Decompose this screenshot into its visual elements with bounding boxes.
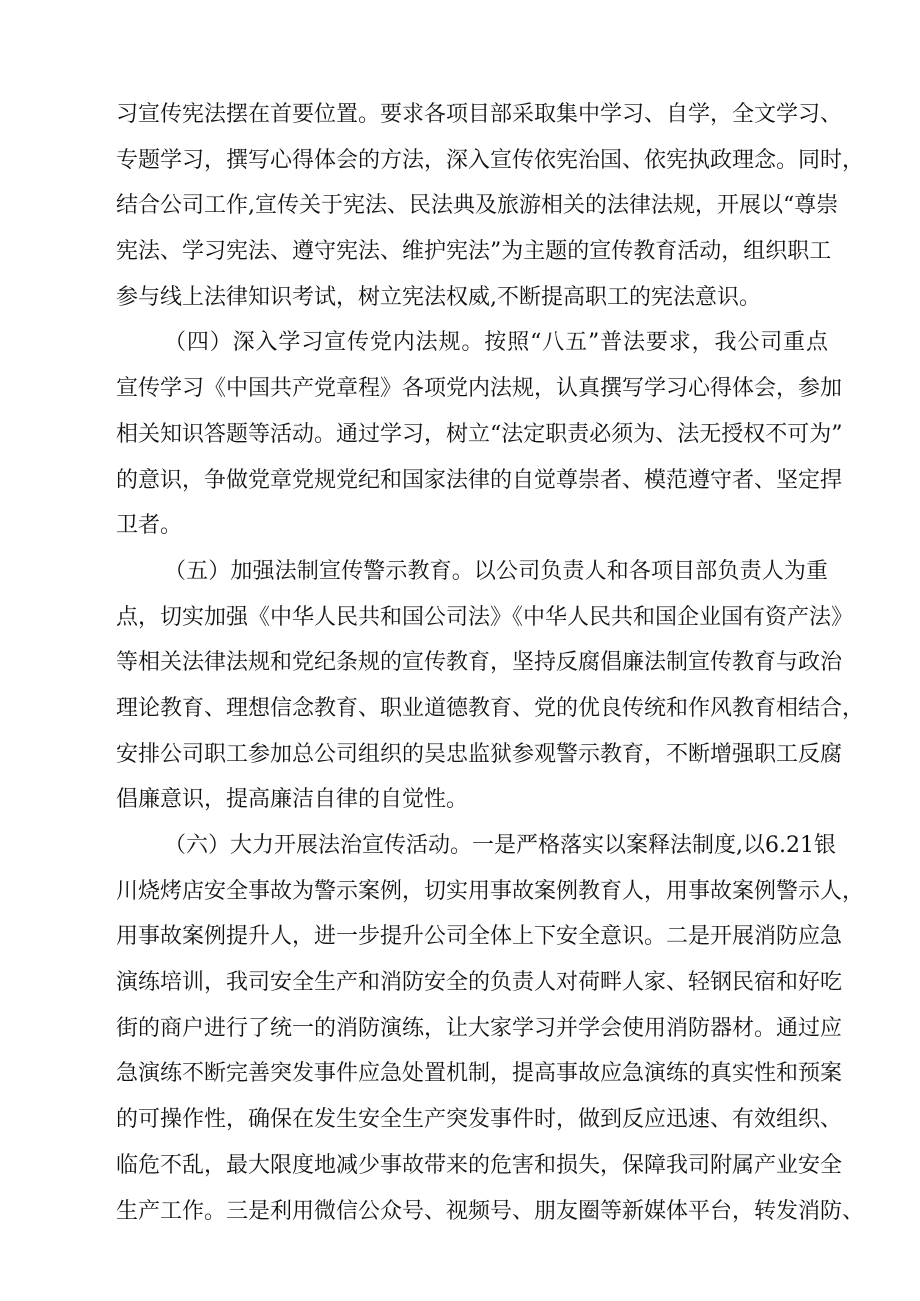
paragraph-line: 演练培训，我司安全生产和消防安全的负责人对荷畔人家、轻钢民宿和好吃 — [116, 970, 843, 996]
paragraph-line: 等相关法律法规和党纪条规的宣传教育，坚持反腐倡廉法制宣传教育与政治 — [116, 650, 843, 676]
paragraph-line: 相关知识答题等活动。通过学习，树立“法定职责必须为、法无授权不可为” — [116, 421, 843, 447]
paragraph-line: 临危不乱，最大限度地减少事故带来的危害和损失，保障我司附属产业安全 — [116, 1152, 843, 1178]
paragraph-line: 宣传学习《中国共产党章程》各项党内法规，认真撰写学习心得体会，参加 — [116, 376, 843, 402]
paragraph-line: 参与线上法律知识考试，树立宪法权威,不断提高职工的宪法意识。 — [116, 284, 761, 310]
paragraph-line: 街的商户进行了统一的消防演练，让大家学习并学会使用消防器材。通过应 — [116, 1015, 843, 1041]
paragraph-line: 宪法、学习宪法、遵守宪法、维护宪法”为主题的宣传教育活动，组织职工 — [116, 239, 832, 265]
paragraph-line: 用事故案例提升人，进一步提升公司全体上下安全意识。二是开展消防应急 — [116, 924, 843, 950]
paragraph-line: 卫者。 — [116, 513, 183, 539]
section-heading-line: （六）大力开展法治宣传活动。一是严格落实以案释法制度,以6.21银 — [164, 833, 836, 858]
paragraph-line: 结合公司工作,宣传关于宪法、民法典及旅游相关的法律法规，开展以“尊崇 — [116, 193, 839, 219]
section-heading-line: （五）加强法制宣传警示教育。以公司负责人和各项目部负责人为重 — [164, 558, 828, 584]
paragraph-line: 理论教育、理想信念教育、职业道德教育、党的优良传统和作风教育相结合， — [116, 695, 865, 721]
paragraph-line: 的意识，争做党章党规党纪和国家法律的自觉尊崇者、模范遵守者、坚定捍 — [116, 467, 843, 493]
paragraph-line: 习宣传宪法摆在首要位置。要求各项目部采取集中学习、自学，全文学习、 — [116, 102, 843, 127]
paragraph-line: 点，切实加强《中华人民共和国公司法》《中华人民共和国企业国有资产法》 — [116, 604, 854, 630]
document-body — [116, 92, 865, 1234]
section-heading-line: （四）深入学习宣传党内法规。按照“八五”普法要求，我公司重点 — [164, 330, 828, 356]
paragraph-line: 专题学习，撰写心得体会的方法，深入宣传依宪治国、依宪执政理念。同时， — [116, 147, 865, 173]
paragraph-line: 倡廉意识，提高廉洁自律的自觉性。 — [116, 787, 469, 813]
paragraph-line: 的可操作性，确保在发生安全生产突发事件时，做到反应迅速、有效组织、 — [116, 1107, 843, 1133]
paragraph-line: 安排公司职工参加总公司组织的吴忠监狱参观警示教育，不断增强职工反腐 — [116, 741, 843, 767]
paragraph-line: 急演练不断完善突发事件应急处置机制，提高事故应急演练的真实性和预案 — [116, 1061, 843, 1087]
paragraph-line: 生产工作。三是利用微信公众号、视频号、朋友圈等新媒体平台，转发消防、 — [116, 1198, 865, 1224]
paragraph-line: 川烧烤店安全事故为警示案例，切实用事故案例教育人，用事故案例警示人， — [116, 878, 865, 904]
